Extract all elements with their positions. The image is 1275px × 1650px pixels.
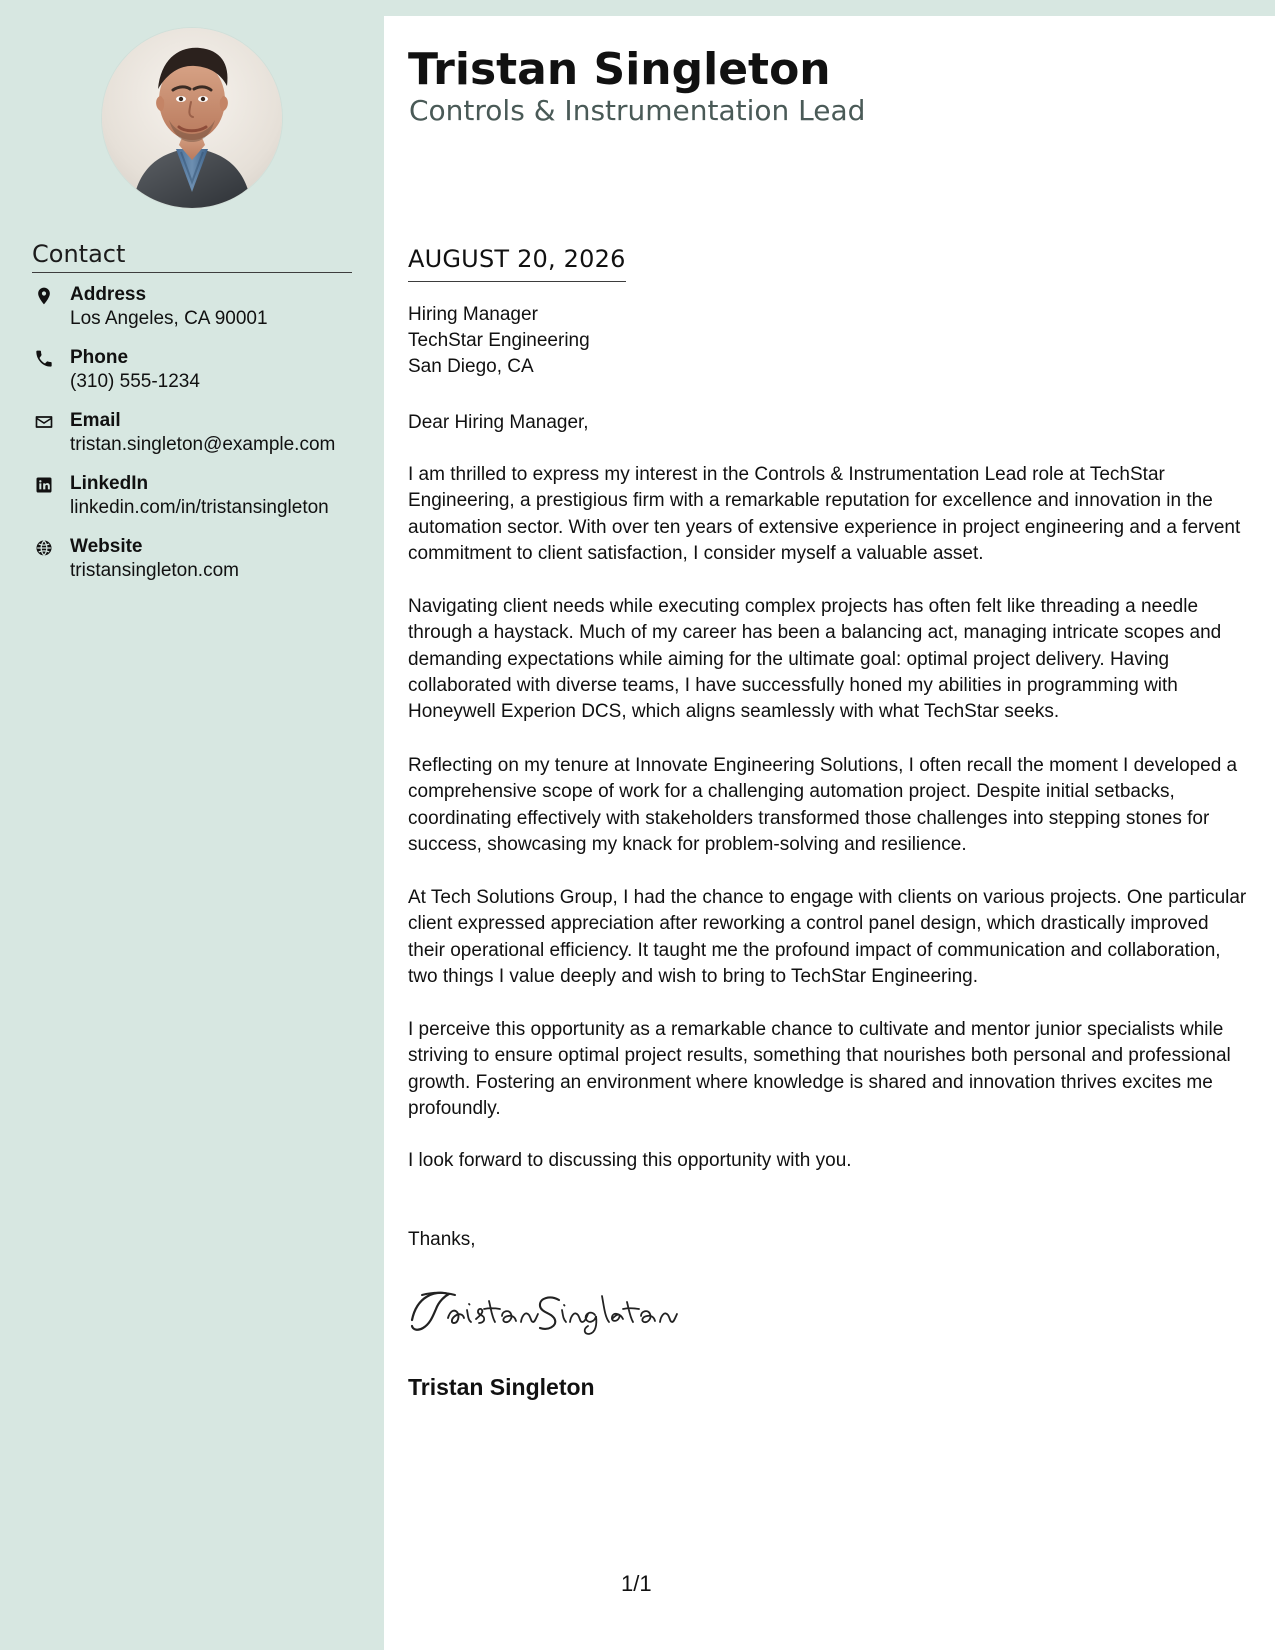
linkedin-label: LinkedIn [70, 473, 149, 494]
email-label: Email [70, 410, 121, 431]
phone-label: Phone [70, 347, 129, 368]
profile-photo-image [102, 28, 282, 208]
profile-photo [102, 28, 282, 208]
signature-name: Tristan Singleton [408, 1374, 595, 1400]
recipient-line-2: TechStar Engineering [408, 330, 590, 351]
website-label: Website [70, 536, 143, 557]
website-value: tristansingleton.com [70, 560, 239, 581]
email-value: tristan.singleton@example.com [70, 434, 336, 455]
body-paragraph-5: I perceive this opportunity as a remarkable chance to cultivate and mentor junior specialists while striving to ensure optimal project results, something that nourishes both personal and professional growth. Fostering an environment where knowledge is shared and innovation thrives excites me profoundly. [408, 1019, 1231, 1119]
recipient-line-1: Hiring Manager [408, 304, 538, 325]
location-pin-icon [34, 286, 54, 306]
signature-drawing [405, 1278, 680, 1336]
body-paragraph-4: At Tech Solutions Group, I had the chance to engage with clients on various projects. One particular client expressed appreciation after reworking a control panel design, which drastically improved their operational efficiency. It taught me the profound impact of communication and collaboration, two things I value deeply and wish to bring to TechStar Engineering. [408, 887, 1247, 987]
candidate-title: Controls & Instrumentation Lead [409, 94, 866, 127]
contact-item-phone [32, 346, 362, 409]
recipient-line-3: San Diego, CA [408, 356, 534, 377]
contact-item-website [32, 535, 362, 598]
letter-date: AUGUST 20, 2026 [408, 243, 626, 282]
email-icon [34, 412, 54, 432]
salutation: Dear Hiring Manager, [408, 412, 589, 433]
globe-icon [34, 538, 54, 558]
phone-value: (310) 555-1234 [70, 371, 200, 392]
body-paragraph-6: I look forward to discussing this opportunity with you. [408, 1150, 852, 1171]
left-sidebar [0, 0, 384, 1650]
page-number: 1/1 [621, 1571, 652, 1596]
phone-icon [34, 349, 54, 369]
body-paragraph-3: Reflecting on my tenure at Innovate Engineering Solutions, I often recall the moment I developed a comprehensive scope of work for a challenging automation project. Despite initial setbacks, coordinating effectively with stakeholders transformed those challenges into stepping stones for success, showcasing my knack for problem-solving and resilience. [408, 755, 1238, 855]
address-value: Los Angeles, CA 90001 [70, 308, 268, 329]
closing-text: Thanks, [408, 1229, 476, 1250]
contact-item-email [32, 409, 362, 472]
linkedin-value: linkedin.com/in/tristansingleton [70, 497, 329, 518]
contact-item-address [32, 283, 362, 346]
contact-item-linkedin [32, 472, 362, 535]
body-paragraph-1: I am thrilled to express my interest in the Controls & Instrumentation Lead role at TechStar Engineering, a prestigious firm with a remarkable reputation for excellence and innovation in the automation sector. With over ten years of extensive experience in project engineering and a fervent commitment to client satisfaction, I consider myself a valuable asset. [408, 464, 1241, 564]
recipient-block [408, 302, 808, 380]
linkedin-icon [34, 475, 54, 495]
address-label: Address [70, 284, 147, 305]
candidate-name: Tristan Singleton [408, 44, 831, 95]
signature [405, 1278, 680, 1336]
contact-list [32, 283, 362, 598]
body-paragraph-2: Navigating client needs while executing complex projects has often felt like threading a needle through a haystack. Much of my career has been a balancing act, managing intricate scopes and demanding expectations while aiming for the ultimate goal: optimal project delivery. Having collaborated with diverse teams, I have successfully honed my abilities in programming with Honeywell Experion DCS, which aligns seamlessly with what TechStar seeks. [408, 596, 1222, 723]
contact-heading: Contact [32, 239, 352, 273]
